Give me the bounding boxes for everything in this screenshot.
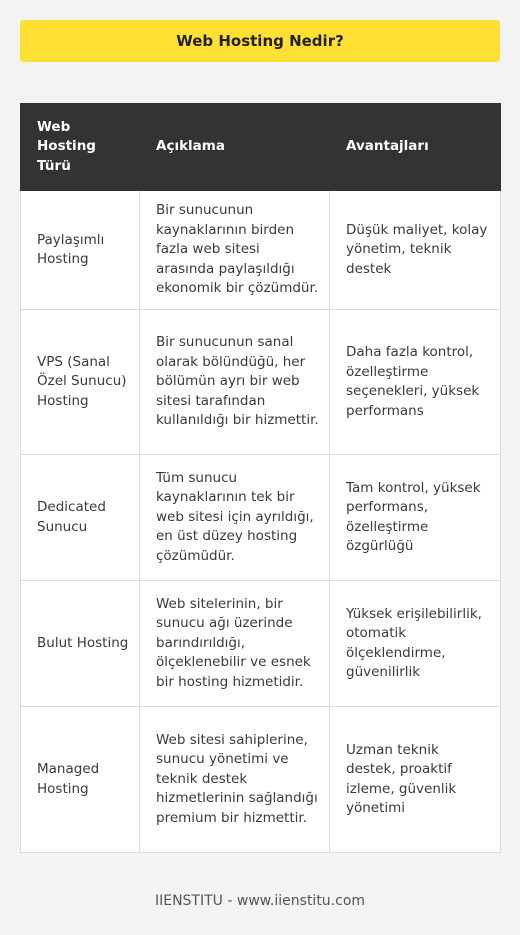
cell-advantages: Daha fazla kontrol, özelleştirme seçenekleri, yüksek performans (330, 310, 501, 455)
cell-hosting-type: VPS (Sanal Özel Sunucu) Hosting (21, 310, 140, 455)
header-advantages: Avantajları (330, 104, 501, 191)
hosting-comparison-table (20, 103, 501, 853)
cell-description: Bir sunucunun kaynaklarının birden fazla web sitesi arasında paylaşıldığı ekonomik bir çözümdür. (140, 191, 330, 310)
cell-hosting-type: Managed Hosting (21, 707, 140, 853)
table-row (21, 455, 501, 581)
cell-advantages: Düşük maliyet, kolay yönetim, teknik destek (330, 191, 501, 310)
cell-advantages: Uzman teknik destek, proaktif izleme, güvenlik yönetimi (330, 707, 501, 853)
cell-advantages: Tam kontrol, yüksek performans, özelleştirme özgürlüğü (330, 455, 501, 581)
table-row (21, 581, 501, 707)
cell-description: Web sitesi sahiplerine, sunucu yönetimi ve teknik destek hizmetlerinin sağlandığı premium bir hizmettir. (140, 707, 330, 853)
cell-hosting-type: Bulut Hosting (21, 581, 140, 707)
cell-description: Bir sunucunun sanal olarak bölündüğü, her bölümün ayrı bir web sitesi tarafından kullanıldığı bir hizmettir. (140, 310, 330, 455)
table-row (21, 191, 501, 310)
table-row (21, 707, 501, 853)
header-hosting-type: Web Hosting Türü (21, 104, 140, 191)
table-header-row (21, 104, 501, 191)
cell-description: Web sitelerinin, bir sunucu ağı üzerinde barındırıldığı, ölçeklenebilir ve esnek bir hosting hizmetidir. (140, 581, 330, 707)
cell-description: Tüm sunucu kaynaklarının tek bir web sitesi için ayrıldığı, en üst düzey hosting çözümüdür. (140, 455, 330, 581)
footer-credit: IIENSTITU - www.iienstitu.com (154, 893, 366, 909)
cell-hosting-type: Dedicated Sunucu (21, 455, 140, 581)
cell-hosting-type: Paylaşımlı Hosting (21, 191, 140, 310)
page-title: Web Hosting Nedir? (20, 20, 500, 62)
header-description: Açıklama (140, 104, 330, 191)
cell-advantages: Yüksek erişilebilirlik, otomatik ölçeklendirme, güvenilirlik (330, 581, 501, 707)
table-row (21, 310, 501, 455)
